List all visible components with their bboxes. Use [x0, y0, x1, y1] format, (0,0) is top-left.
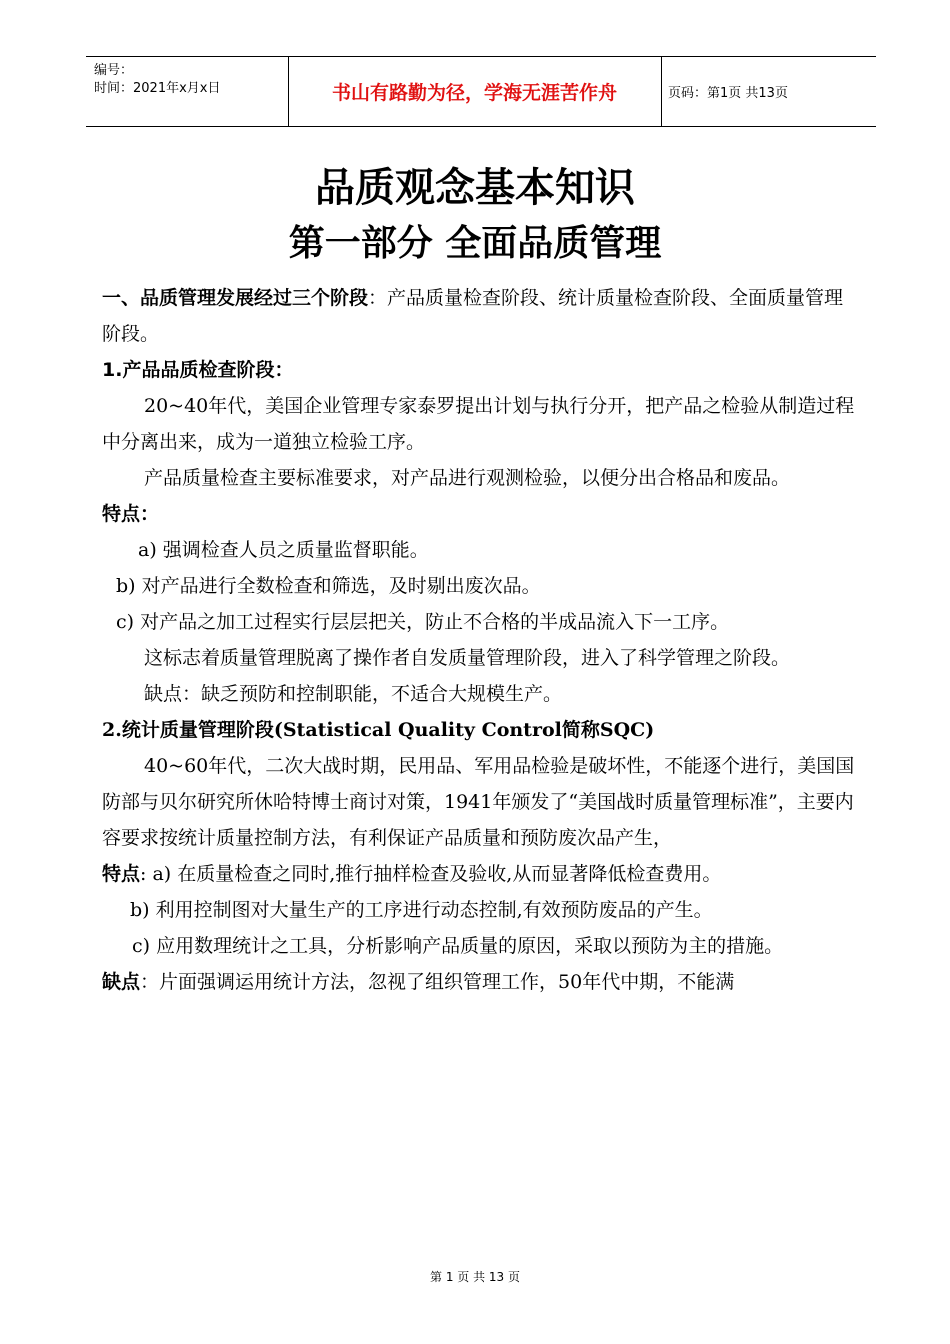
- stage-1-feature-b: b) 对产品进行全数检查和筛选，及时剔出废次品。: [116, 575, 541, 597]
- stage-2-heading: 2.统计质量管理阶段(Statistical Quality Control简称SQC): [102, 719, 655, 741]
- number-label: 编号：: [94, 63, 134, 78]
- time-label: 时间：2021年x月x日: [94, 81, 221, 96]
- document-title: 品质观念基本知识: [315, 165, 635, 211]
- page-label: 页码：第1页 共13页: [668, 86, 788, 101]
- stage-2-features-label: 特点: [102, 863, 141, 885]
- stage-1-features-label: 特点：: [102, 503, 160, 525]
- stage-1-feature-c: c) 对产品之加工过程实行层层把关，防止不合格的半成品流入下一工序。: [116, 611, 730, 633]
- stage-2-defect-label: 缺点: [102, 971, 141, 993]
- stage-1-feature-a: a) 强调检查人员之质量监督职能。: [138, 539, 429, 561]
- section-1-heading: 一、品质管理发展经过三个阶段: [102, 287, 369, 309]
- document-header: [86, 56, 876, 127]
- stage-1-paragraph: 20~40年代，美国企业管理专家泰罗提出计划与执行分开，把产品之检验从制造过程中分离出来，成为一道独立检验工序。: [102, 395, 855, 453]
- document-subtitle: 第一部分 全面品质管理: [288, 223, 662, 264]
- stage-2-paragraph: 40~60年代，二次大战时期，民用品、军用品检验是破坏性，不能逐个进行，美国国防部与贝尔研究所休哈特博士商讨对策，1941年颁发了“美国战时质量管理标准”，主要内容要求按统计质量控制方法，有利保证产品质量和预防废次品产生，: [102, 755, 855, 849]
- section-1-intro: [102, 280, 860, 352]
- stage-2-feature-a: 特点: a) 在质量检查之同时,推行抽样检查及验收,从而显著降低检查费用。: [102, 863, 722, 885]
- stage-1-heading: 1.产品品质检查阶段：: [102, 359, 294, 381]
- section-1-text: ：产品质量检查阶段、统计质量检查阶段、全面质量管理阶段。: [102, 287, 844, 345]
- document-body: [102, 280, 860, 1000]
- page-footer: 第 1 页 共 13 页: [430, 1270, 520, 1284]
- stage-1-defect: 缺点：缺乏预防和控制职能，不适合大规模生产。: [144, 683, 563, 705]
- motto: 书山有路勤为径，学海无涯苦作舟: [331, 82, 617, 104]
- stage-2-feature-c: c) 应用数理统计之工具，分析影响产品质量的原因，采取以预防为主的措施。: [132, 935, 784, 957]
- stage-2-defect: 缺点：片面强调运用统计方法，忽视了组织管理工作，50年代中期，不能满: [102, 971, 735, 993]
- stage-1-paragraph: 产品质量检查主要标准要求，对产品进行观测检验，以便分出合格品和废品。: [144, 467, 791, 489]
- stage-1-paragraph: 这标志着质量管理脱离了操作者自发质量管理阶段，进入了科学管理之阶段。: [144, 647, 791, 669]
- header-divider: [661, 57, 662, 126]
- stage-2-feature-b: b) 利用控制图对大量生产的工序进行动态控制,有效预防废品的产生。: [130, 899, 713, 921]
- header-meta: [94, 62, 220, 98]
